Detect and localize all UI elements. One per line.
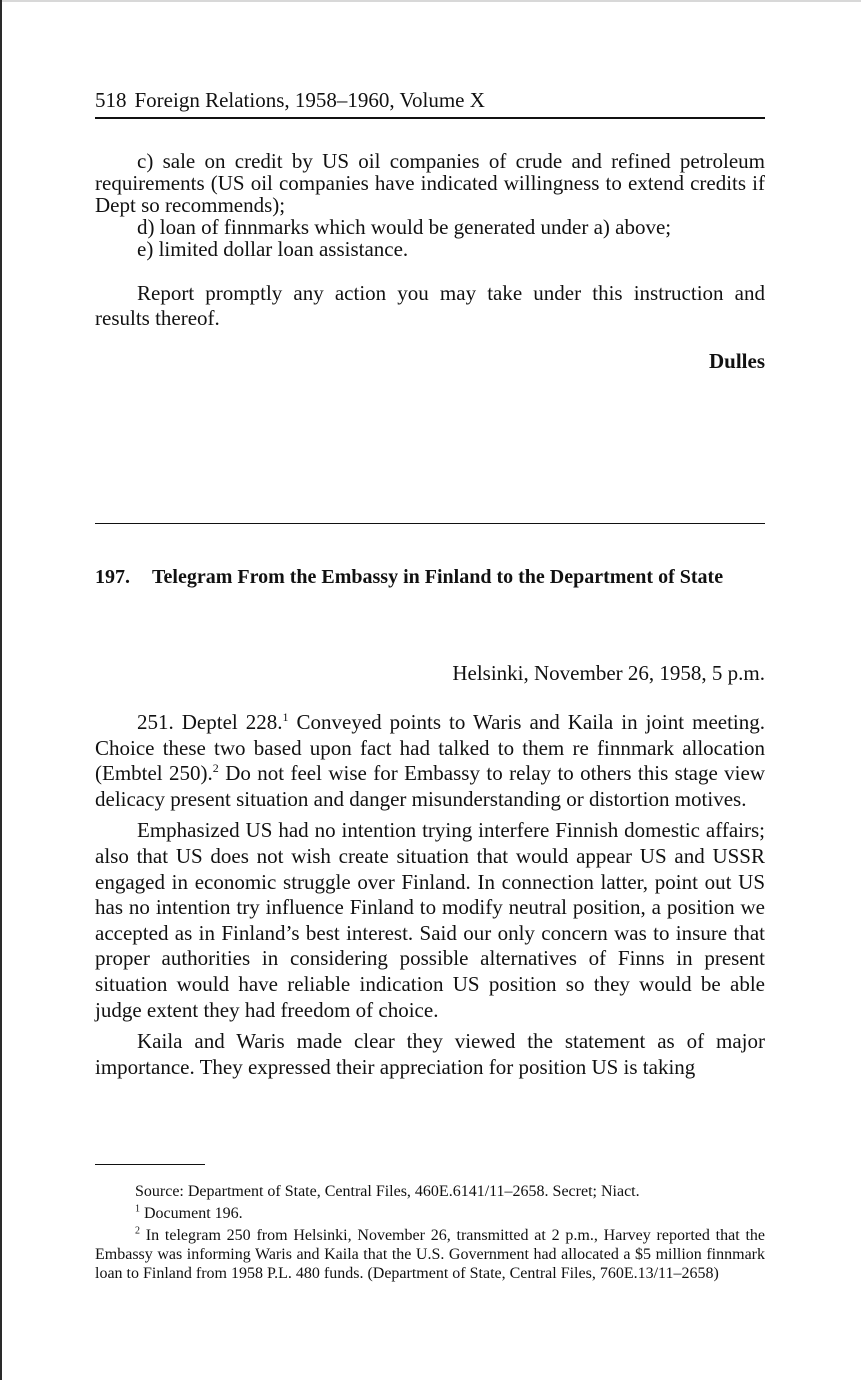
body-paragraph [95, 710, 765, 812]
footnote-rule [95, 1164, 205, 1165]
list-item: c) sale on credit by US oil companies of crude and refined petroleum requirements (US oil companies have indicated willingness to extend credits if Dept so recommends); [95, 149, 765, 217]
list-item: d) loan of finnmarks which would be generated under a) above; [137, 215, 672, 239]
body-text-segment: Conveyed points to Waris and Kaila in joint meeting. Choice these two based upon fact had talked to them re finnmark allocation (Embtel 250). [95, 710, 765, 786]
footnote-marker: 1 [135, 1203, 140, 1215]
footnote [95, 1204, 765, 1223]
list-item: e) limited dollar loan assistance. [137, 237, 409, 261]
document-title: Telegram From the Embassy in Finland to the Department of State [152, 566, 724, 588]
footnote-ref: 1 [282, 710, 289, 724]
body-text-segment: Do not feel wise for Embassy to relay to others this stage view delicacy present situation and danger misunderstanding or distortion motives. [95, 761, 766, 811]
header-rule [95, 117, 765, 119]
footnote [95, 1226, 765, 1283]
footnotes [95, 1182, 765, 1286]
footnote-ref: 2 [212, 761, 219, 776]
section-divider [95, 523, 765, 524]
page-number: 518 [95, 88, 127, 112]
document-heading [95, 565, 765, 590]
body-paragraph: Emphasized US had no intention trying interfere Finnish domestic affairs; also that US does not wish create situation that would appear US and USSR engaged in economic struggle over Finland. In connection latter, point out US has no intention try influence Finland to modify neutral position, a position we accepted as in Finland’s best interest. Said our only concern was to insure that proper authorities in considering possible alternatives of Finns in present situation would have reliable indication US position so they would be able judge extent they had freedom of choice. [95, 818, 765, 1022]
document-number: 197. [95, 566, 130, 588]
signature: Dulles [708, 349, 765, 373]
running-header [95, 86, 765, 114]
footnote-marker: 2 [135, 1225, 140, 1237]
report-paragraph: Report promptly any action you may take under this instruction and results thereof. [95, 281, 765, 330]
body-paragraph: Kaila and Waris made clear they viewed the statement as of major importance. They expressed their appreciation for position US is taking [95, 1029, 765, 1079]
footnote-text: In telegram 250 from Helsinki, November 26, transmitted at 2 p.m., Harvey reported that the Embassy was informing Waris and Kaila that the U.S. Government had allocated a $5 million finnmark loan to Finland from 1958 P.L. 480 funds. (Department of State, Central Files, 760E.13/11–2658) [95, 1227, 765, 1282]
body-text-segment: 251. Deptel 228. [137, 710, 283, 734]
running-title: Foreign Relations, 1958–1960, Volume X [134, 88, 485, 112]
footnote-source: Source: Department of State, Central Files, 460E.6141/11–2658. Secret; Niact. [135, 1183, 640, 1200]
page-left-edge [0, 0, 2, 1380]
telegram-body [95, 710, 765, 1086]
options-list [95, 150, 765, 260]
dateline: Helsinki, November 26, 1958, 5 p.m. [452, 661, 765, 685]
page-top-edge [0, 0, 861, 2]
footnote-text: Document 196. [144, 1205, 243, 1222]
